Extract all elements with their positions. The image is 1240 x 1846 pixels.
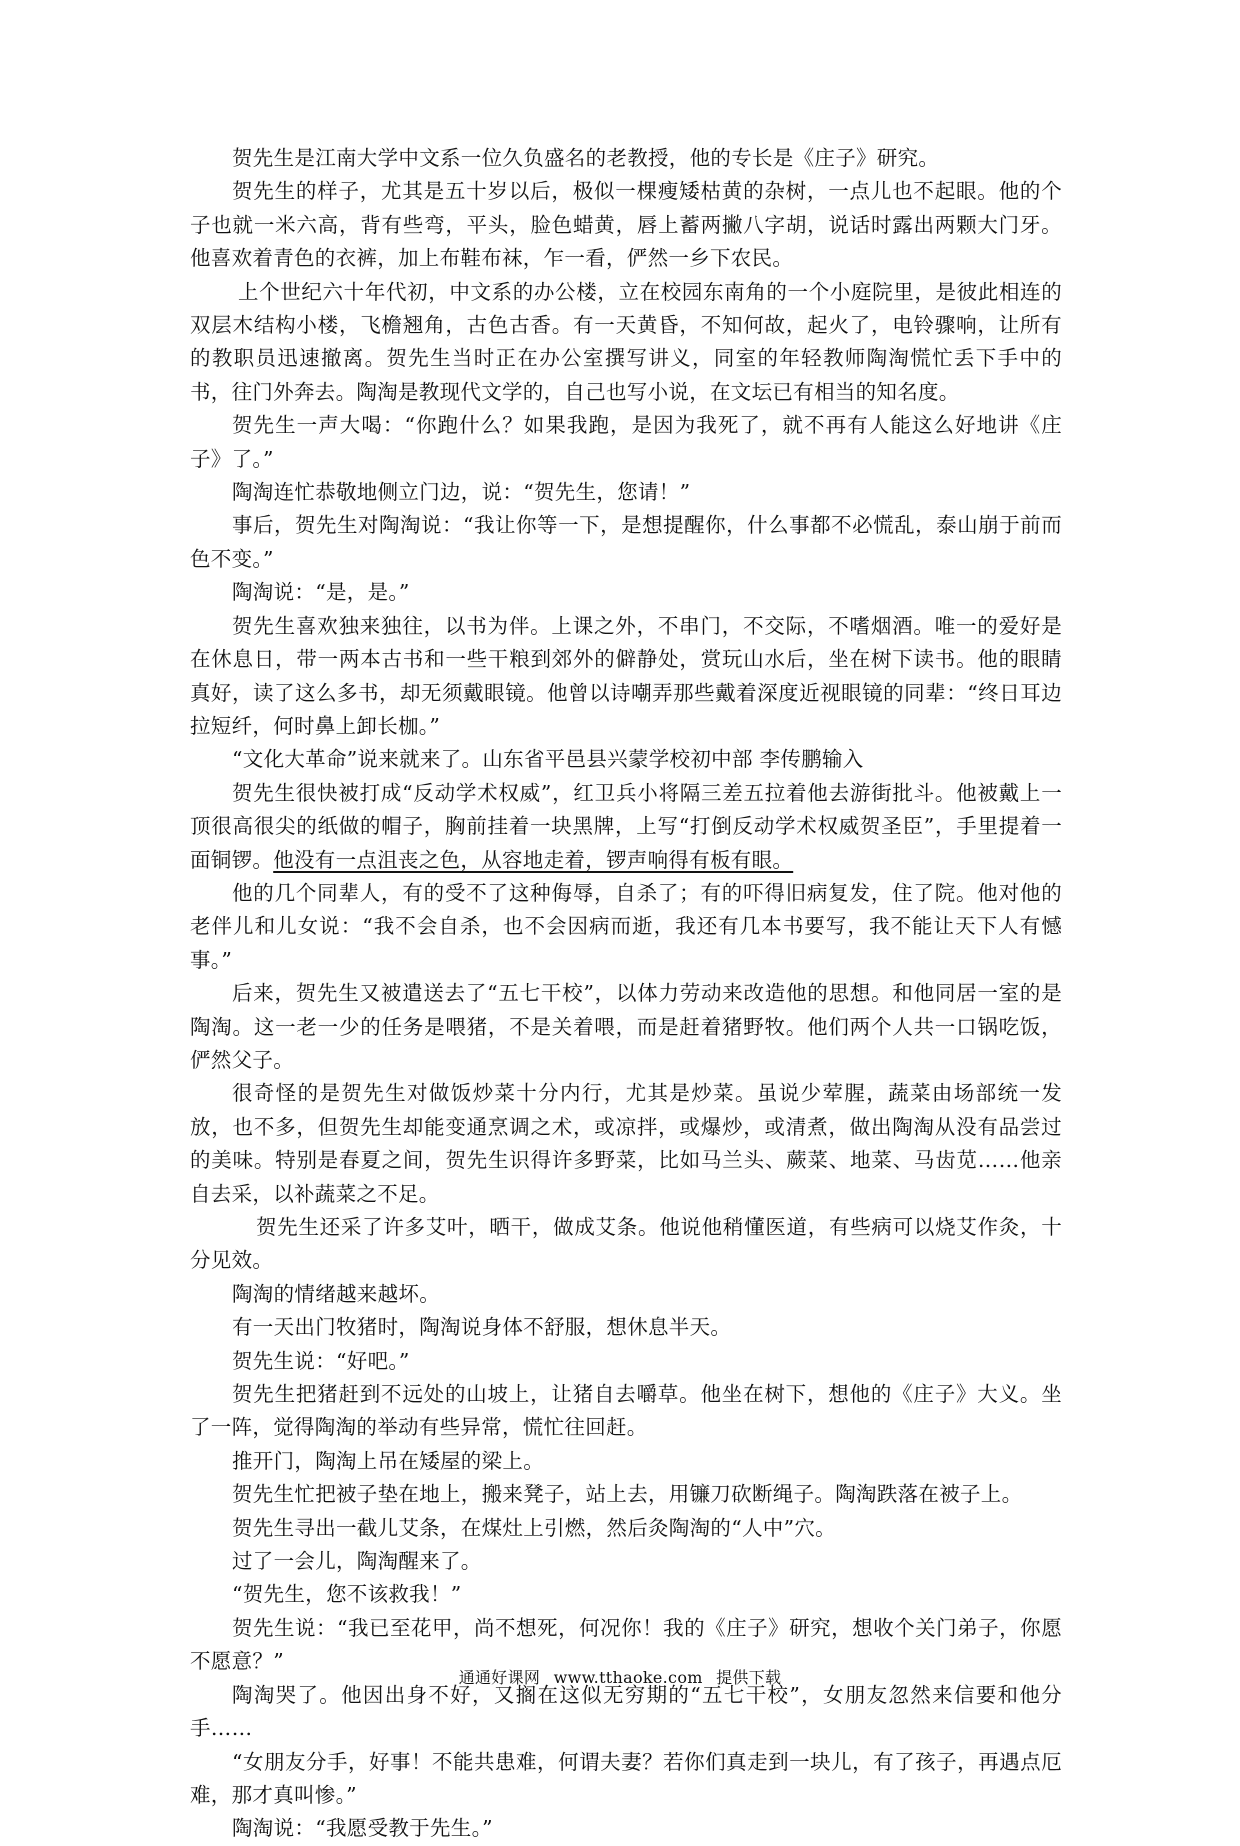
paragraph: 陶淘连忙恭敬地侧立门边，说：“贺先生，您请！” [232,480,691,505]
paragraph: 过了一会儿，陶淘醒来了。 [232,1549,482,1574]
paragraph: “贺先生，您不该救我！” [232,1582,462,1607]
paragraph-text: 贺先生很快被打成“反动学术权威”，红卫兵小将隔三差五拉着他去游街批斗。他被戴上一顶很高很尖的纸做的帽子，胸前挂着一块黑牌，上写“打倒反动学术权威贺圣臣”，手里提着一面铜锣。 [190,780,1062,872]
paragraph: 贺先生的样子，尤其是五十岁以后，极似一棵瘦矮枯黄的杂树，一点儿也不起眼。他的个子也就一米六高，背有些弯，平头，脸色蜡黄，唇上蓄两撇八字胡，说话时露出两颗大门牙。他喜欢着青色的衣裤，加上布鞋布袜，乍一看，俨然一乡下农民。 [190,179,1062,271]
paragraph: 陶淘的情绪越来越坏。 [232,1281,440,1306]
paragraph: 有一天出门牧猪时，陶淘说身体不舒服，想休息半天。 [232,1315,732,1340]
paragraph: 他的几个同辈人，有的受不了这种侮辱，自杀了；有的吓得旧病复发，住了院。他对他的老伴儿和儿女说：“我不会自杀，也不会因病而逝，我还有几本书要写，我不能让天下人有憾事。” [190,880,1062,972]
article-body [190,142,1062,1846]
footer-suffix: 提供下载 [716,1668,782,1687]
paragraph: “文化大革命”说来就来了。山东省平邑县兴蒙学校初中部 李传鹏输入 [232,747,864,772]
paragraph: 陶淘说：“是，是。” [232,580,410,605]
paragraph: 贺先生把猪赶到不远处的山坡上，让猪自去嚼草。他坐在树下，想他的《庄子》大义。坐了一阵，觉得陶淘的举动有些异常，慌忙往回赶。 [190,1382,1062,1440]
paragraph: 陶淘说：“我愿受教于先生。” [232,1816,493,1841]
underlined-sentence: 他没有一点沮丧之色，从容地走着，锣声响得有板有眼。 [273,847,794,872]
paragraph: 贺先生说：“好吧。” [232,1348,410,1373]
footer-site-name: 通通好课网 [458,1668,541,1687]
page-footer [0,1665,1240,1688]
paragraph: 贺先生寻出一截儿艾条，在煤灶上引燃，然后灸陶淘的“人中”穴。 [232,1515,836,1540]
paragraph: 上个世纪六十年代初，中文系的办公楼，立在校园东南角的一个小庭院里，是彼此相连的双层木结构小楼，飞檐翘角，古色古香。有一天黄昏，不知何故，起火了，电铃骤响，让所有的教职员迅速撤离。贺先生当时正在办公室撰写讲义，同室的年轻教师陶淘慌忙丢下手中的书，往门外奔去。陶淘是教现代文学的，自己也写小说，在文坛已有相当的知名度。 [190,279,1062,404]
paragraph: 很奇怪的是贺先生对做饭炒菜十分内行，尤其是炒菜。虽说少荤腥，蔬菜由场部统一发放，也不多，但贺先生却能变通烹调之术，或凉拌，或爆炒，或清煮，做出陶淘从没有品尝过的美味。特别是春夏之间，贺先生识得许多野菜，比如马兰头、蕨菜、地菜、马齿苋……他亲自去采，以补蔬菜之不足。 [190,1081,1062,1206]
paragraph: 贺先生一声大喝：“你跑什么？如果我跑，是因为我死了，就不再有人能这么好地讲《庄子》了。” [190,413,1062,471]
paragraph: 推开门，陶淘上吊在矮屋的梁上。 [232,1448,544,1473]
paragraph: 贺先生是江南大学中文系一位久负盛名的老教授，他的专长是《庄子》研究。 [232,146,940,170]
paragraph: 贺先生忙把被子垫在地上，搬来凳子，站上去，用镰刀砍断绳子。陶淘跌落在被子上。 [232,1482,1023,1507]
paragraph: 事后，贺先生对陶淘说：“我让你等一下，是想提醒你，什么事都不必慌乱，泰山崩于前而色不变。” [190,513,1062,571]
paragraph: “女朋友分手，好事！不能共患难，何谓夫妻？若你们真走到一块儿，有了孩子，再遇点厄难，那才真叫惨。” [190,1749,1062,1807]
paragraph-with-underline [190,777,1062,877]
paragraph: 贺先生喜欢独来独往，以书为伴。上课之外，不串门，不交际，不嗜烟酒。唯一的爱好是在休息日，带一两本古书和一些干粮到郊外的僻静处，赏玩山水后，坐在树下读书。他的眼睛真好，读了这么多书，却无须戴眼镜。他曾以诗嘲弄那些戴着深度近视眼镜的同辈：“终日耳边拉短纤，何时鼻上卸长枷。” [190,613,1062,738]
paragraph: 陶淘哭了。他因出身不好，又搁在这似无穷期的“五七干校”，女朋友忽然来信要和他分手…… [190,1682,1062,1741]
paragraph: 后来，贺先生又被遣送去了“五七干校”，以体力劳动来改造他的思想。和他同居一室的是陶淘。这一老一少的任务是喂猪，不是关着喂，而是赶着猪野牧。他们两个人共一口锅吃饭，俨然父子。 [190,981,1062,1072]
paragraph: 贺先生还采了许多艾叶，晒干，做成艾条。他说他稍懂医道，有些病可以烧艾作灸，十分见效。 [190,1215,1062,1273]
paragraph: 贺先生说：“我已至花甲，尚不想死，何况你！我的《庄子》研究，想收个关门弟子，你愿不愿意？” [190,1615,1062,1674]
footer-site-url[interactable]: www.tthaoke.com [553,1668,703,1687]
